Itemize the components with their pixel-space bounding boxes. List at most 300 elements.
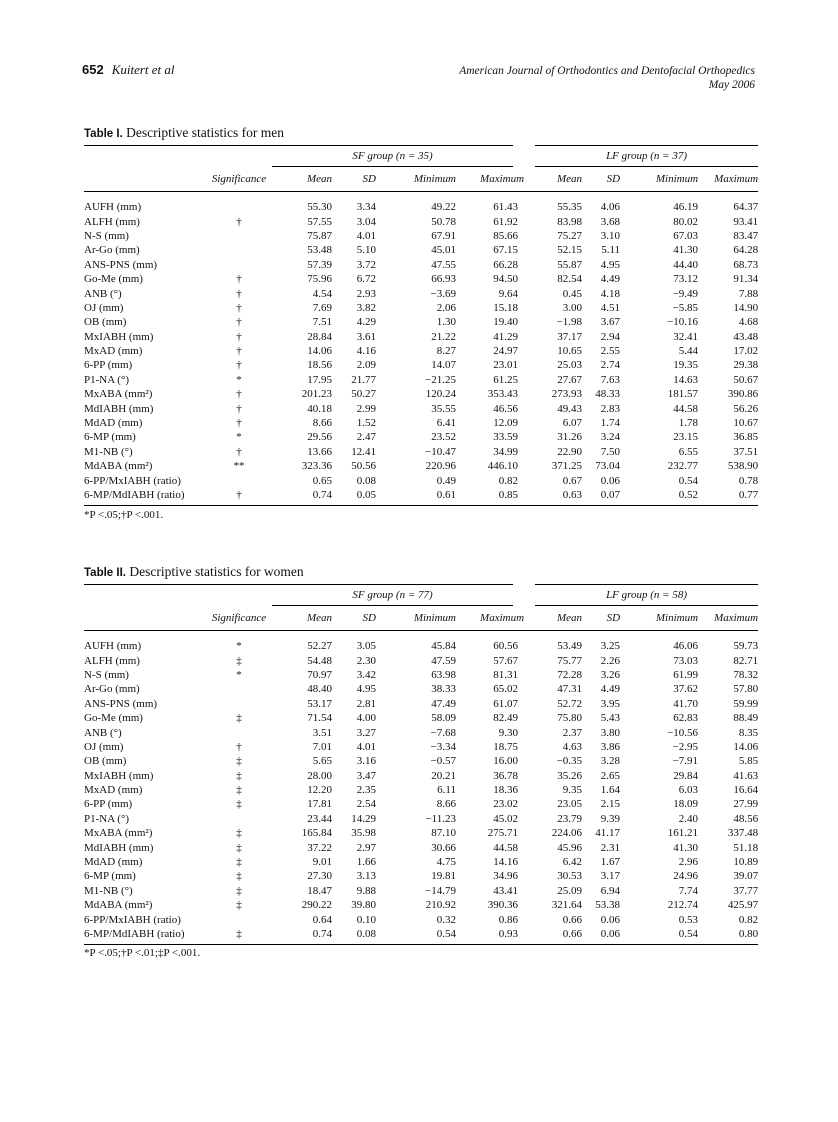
lf-sd-cell: 0.07 [582,488,620,506]
sf-minimum-cell: −10.47 [425,445,456,458]
lf-mean-cell: 10.65 [557,345,583,358]
significance-marker: † [236,388,242,401]
variable-name: M1-NB (°) [84,445,133,458]
sf-maximum-cell: 66.28 [493,258,519,271]
sf-sd-cell: 3.04 [356,215,376,228]
table2-caption: Descriptive statistics for women [129,564,304,579]
variable-name: MdABA (mm²) [84,460,153,473]
lf-maximum-cell: 93.41 [733,215,759,228]
lf-minimum-cell: −7.91 [672,755,699,768]
table-row [84,459,758,473]
lf-minimum-cell: 181.57 [667,388,699,401]
variable-name: ANB (°) [84,726,122,739]
lf-mean-cell: 27.67 [557,373,583,386]
sf-minimum-cell: −0.57 [430,755,456,768]
sf-maximum-cell: 19.40 [493,316,519,329]
lf-mean-cell: 321.64 [551,899,583,912]
lf-sd-cell: 3.26 [600,668,621,681]
significance-marker [206,912,272,926]
sf-maximum-cell: 41.29 [493,330,519,343]
table-row [84,754,758,768]
sf-mean-cell: 23.44 [307,812,332,825]
sf-maximum-cell: 94.50 [493,273,519,286]
lf-mean-cell: 371.25 [551,460,583,473]
lf-maximum-cell: 14.90 [733,301,759,314]
sf-maximum-cell: 43.41 [493,884,519,897]
sf-minimum-cell: 0.49 [436,474,456,487]
sf-maximum-cell: 44.58 [493,841,519,854]
variable-name: OB (mm) [84,755,127,768]
sf-mean-cell: 29.56 [307,431,332,444]
sf-sd-cell: 2.93 [356,287,376,300]
variable-name: MxAD (mm) [84,345,143,358]
sf-maximum-cell: 9.30 [498,726,519,739]
lf-minimum-cell: 5.44 [678,345,699,358]
lf-sd-cell: 4.51 [600,301,621,314]
table-row [84,473,758,487]
significance-marker: † [236,301,242,314]
sf-minimum-cell: 2.06 [436,301,456,314]
col-sf-mean: Mean [272,167,332,192]
sf-sd-cell: 50.27 [351,388,376,401]
lf-mean-cell: 25.03 [557,359,583,372]
lf-minimum-cell: 29.84 [673,769,699,782]
lf-minimum-cell: −10.16 [667,316,699,329]
significance-marker [206,697,272,711]
lf-sd-cell: 3.67 [600,316,621,329]
col-lf-sd: SD [582,606,620,631]
sf-maximum-cell: 15.18 [493,301,519,314]
sf-maximum-cell: 0.82 [498,474,519,487]
variable-name: MxIABH (mm) [84,330,154,343]
sf-mean-cell: 18.56 [307,359,332,372]
sf-maximum-cell: 85.66 [493,229,519,242]
variable-name: Go-Me (mm) [84,273,143,286]
sf-maximum-cell: 45.02 [493,812,519,825]
lf-maximum-cell: 0.80 [698,927,758,945]
sf-sd-cell: 3.16 [356,755,376,768]
sf-sd-cell: 0.10 [356,913,376,926]
lf-group-header: LF group (n = 37) [524,146,758,167]
sf-mean-cell: 71.54 [307,712,332,725]
lf-mean-cell: 23.79 [557,812,583,825]
lf-maximum-cell: 538.90 [727,460,759,473]
lf-mean-cell: 0.67 [562,474,583,487]
lf-mean-cell: 55.35 [557,201,583,214]
sf-maximum-cell: 18.75 [493,740,519,753]
sf-minimum-cell: 210.92 [425,899,456,912]
sf-minimum-cell: 47.55 [431,258,456,271]
variable-name: MdAD (mm) [84,417,143,430]
sf-mean-cell: 201.23 [301,388,332,401]
lf-maximum-cell: 5.85 [738,755,759,768]
variable-name: ALFH (mm) [84,654,140,667]
sf-sd-cell: 3.05 [356,640,376,653]
lf-maximum-cell: 59.99 [733,697,759,710]
lf-mean-cell: 0.66 [562,913,583,926]
lf-mean-cell: 3.00 [562,301,583,314]
sf-minimum-cell: 47.49 [431,697,456,710]
lf-sd-cell: 3.24 [600,431,621,444]
col-lf-minimum: Minimum [620,606,698,631]
table-row [84,912,758,926]
sf-mean-cell: 9.01 [312,856,332,869]
sf-maximum-cell: 34.99 [493,445,519,458]
lf-sd-cell: 2.26 [600,654,621,667]
lf-mean-cell: 4.63 [562,740,583,753]
sf-minimum-cell: 35.55 [431,402,456,415]
lf-maximum-cell: 83.47 [733,229,759,242]
variable-name: 6-PP (mm) [84,798,133,811]
sf-minimum-cell: 6.41 [436,417,456,430]
sf-mean-cell: 52.27 [307,640,332,653]
lf-minimum-cell: 32.41 [673,330,699,343]
sf-sd-cell: 6.72 [356,273,376,286]
sf-minimum-cell: 49.22 [431,201,456,214]
variable-name: MxABA (mm²) [84,388,153,401]
variable-name: M1-NB (°) [84,884,133,897]
table-row [84,301,758,315]
significance-marker: * [236,431,242,444]
sf-sd-cell: 3.61 [356,330,376,343]
sf-mean-cell: 37.22 [307,841,332,854]
variable-name: ANS-PNS (mm) [84,258,158,271]
significance-marker [206,812,272,826]
col-sf-sd: SD [332,167,376,192]
group-header-row [84,146,758,167]
sf-maximum-cell: 12.09 [493,417,519,430]
sf-minimum-cell: 63.98 [431,668,456,681]
significance-marker: ‡ [236,856,242,869]
lf-maximum-cell: 88.49 [733,712,759,725]
significance-marker: † [206,488,272,506]
sf-maximum-cell: 61.43 [493,201,519,214]
variable-name: 6-MP/MdIABH (ratio) [84,488,206,506]
variable-name: MdAD (mm) [84,856,143,869]
significance-marker: ** [233,460,245,473]
sf-sd-cell: 3.27 [356,726,376,739]
variable-name: MxIABH (mm) [84,769,154,782]
table-row [84,272,758,286]
table-row [84,840,758,854]
table1-caption: Descriptive statistics for men [126,125,284,140]
lf-minimum-cell: 232.77 [667,460,699,473]
sf-mean-cell: 12.20 [307,784,332,797]
lf-maximum-cell: 4.68 [738,316,759,329]
lf-minimum-cell: 2.40 [678,812,699,825]
lf-minimum-cell: 0.54 [620,927,698,945]
lf-sd-cell: 3.17 [600,870,621,883]
sf-minimum-cell: 1.30 [436,316,456,329]
lf-mean-cell: 0.66 [524,927,582,945]
sf-mean-cell: 0.64 [312,913,332,926]
sf-sd-cell: 39.80 [351,899,376,912]
sf-sd-cell: 2.54 [356,798,376,811]
lf-sd-cell: 2.55 [600,345,621,358]
lf-maximum-cell: 68.73 [733,258,759,271]
sf-minimum-cell: 20.21 [431,769,456,782]
lf-maximum-cell: 48.56 [733,812,759,825]
lf-minimum-cell: 6.55 [678,445,699,458]
lf-sd-cell: 1.74 [600,417,621,430]
sf-minimum-cell: 23.52 [431,431,456,444]
sf-minimum-cell: −3.69 [430,287,456,300]
lf-mean-cell: −0.35 [556,755,583,768]
lf-maximum-cell: 337.48 [727,827,759,840]
table-row [84,769,758,783]
sf-minimum-cell: −11.23 [425,812,456,825]
sf-sd-cell: 12.41 [351,445,376,458]
lf-maximum-cell: 10.67 [733,417,759,430]
variable-name: MdIABH (mm) [84,402,154,415]
table1-title [84,125,284,141]
running-header-left [82,62,175,78]
lf-maximum-cell: 82.71 [733,654,759,667]
page-number: 652 [82,62,104,77]
significance-marker: ‡ [206,927,272,945]
lf-minimum-cell: 0.52 [620,488,698,506]
sf-sd-cell: 3.42 [356,668,376,681]
lf-sd-cell: 2.15 [600,798,621,811]
lf-maximum-cell: 64.28 [733,244,759,257]
variable-name: AUFH (mm) [84,201,142,214]
significance-marker: † [236,215,242,228]
sf-minimum-cell: −7.68 [430,726,456,739]
variable-name: 6-PP (mm) [84,359,133,372]
variable-name: MxAD (mm) [84,784,143,797]
variable-name: N-S (mm) [84,229,129,242]
variable-name: 6-MP (mm) [84,870,136,883]
sf-maximum-cell: 16.00 [493,755,519,768]
table2 [84,584,758,945]
lf-minimum-cell: 41.30 [673,244,699,257]
lf-mean-cell: 0.45 [562,287,583,300]
lf-mean-cell: 55.87 [557,258,583,271]
lf-maximum-cell: 0.77 [698,488,758,506]
lf-mean-cell: 30.53 [557,870,583,883]
table-row [84,668,758,682]
sf-maximum-cell: 275.71 [487,827,519,840]
lf-sd-cell: 3.28 [600,755,621,768]
significance-marker [206,229,272,243]
sf-minimum-cell: 45.84 [431,640,456,653]
sf-mean-cell: 0.65 [312,474,332,487]
col-lf-mean: Mean [524,606,582,631]
sf-maximum-cell: 0.85 [456,488,524,506]
spacer-row [84,631,758,640]
lf-maximum-cell: 27.99 [733,798,759,811]
sf-sd-cell: 0.08 [332,927,376,945]
running-header-right [459,64,755,92]
significance-marker [206,725,272,739]
lf-sd-cell: 53.38 [595,899,621,912]
sf-maximum-cell: 0.93 [456,927,524,945]
sf-maximum-cell: 46.56 [493,402,519,415]
table-row [84,445,758,459]
lf-maximum-cell: 59.73 [733,640,759,653]
sf-mean-cell: 0.74 [272,488,332,506]
col-significance: Significance [206,606,272,631]
lf-minimum-cell: 67.03 [673,229,699,242]
sf-sd-cell: 5.10 [356,244,376,257]
sf-sd-cell: 2.81 [356,697,376,710]
table-row [84,855,758,869]
variable-name: ANS-PNS (mm) [84,697,158,710]
sf-sd-cell: 21.77 [351,373,376,386]
lf-minimum-cell: 0.53 [678,913,699,926]
lf-maximum-cell: 8.35 [738,726,759,739]
sf-maximum-cell: 446.10 [487,460,519,473]
sf-mean-cell: 53.17 [307,697,332,710]
table1-label: Table I. [84,128,123,140]
lf-mean-cell: 273.93 [551,388,583,401]
significance-marker: ‡ [236,654,242,667]
sf-maximum-cell: 33.59 [493,431,519,444]
variable-name: Ar-Go (mm) [84,244,140,257]
sf-maximum-cell: 57.67 [493,654,519,667]
sf-group-header: SF group (n = 35) [272,146,524,167]
sf-mean-cell: 290.22 [301,899,332,912]
sf-maximum-cell: 61.07 [493,697,519,710]
lf-minimum-cell: 46.06 [673,640,699,653]
sf-mean-cell: 57.39 [307,258,332,271]
sf-mean-cell: 75.87 [307,229,332,242]
sf-maximum-cell: 82.49 [493,712,519,725]
sf-maximum-cell: 23.02 [493,798,519,811]
sf-maximum-cell: 67.15 [493,244,519,257]
col-lf-minimum: Minimum [620,167,698,192]
sf-sd-cell: 4.01 [356,740,376,753]
lf-sd-cell: 3.95 [600,697,621,710]
lf-sd-cell: 0.06 [582,927,620,945]
table-row [84,927,758,945]
lf-maximum-cell: 37.77 [733,884,759,897]
sf-sd-cell: 3.47 [356,769,376,782]
table-row [84,682,758,696]
sf-maximum-cell: 65.02 [493,683,519,696]
sf-maximum-cell: 353.43 [487,388,519,401]
lf-sd-cell: 2.65 [600,769,621,782]
table-row [84,869,758,883]
table-row [84,725,758,739]
lf-mean-cell: 52.15 [557,244,583,257]
lf-maximum-cell: 78.32 [733,668,759,681]
sf-mean-cell: 18.47 [307,884,332,897]
variable-name: ANB (°) [84,287,122,300]
lf-maximum-cell: 390.86 [727,388,759,401]
lf-maximum-cell: 43.48 [733,330,759,343]
sf-minimum-cell: 120.24 [425,388,456,401]
lf-maximum-cell: 17.02 [733,345,759,358]
lf-minimum-cell: 80.02 [673,215,699,228]
lf-sd-cell: 3.68 [600,215,621,228]
table1 [84,145,758,506]
lf-sd-cell: 5.11 [601,244,621,257]
col-sf-minimum: Minimum [376,167,456,192]
sf-mean-cell: 17.95 [307,373,332,386]
lf-sd-cell: 9.39 [600,812,621,825]
lf-sd-cell: 4.49 [600,683,621,696]
significance-marker: † [236,330,242,343]
sf-sd-cell: 2.30 [356,654,376,667]
table-row [84,711,758,725]
lf-sd-cell: 7.63 [600,373,621,386]
col-sf-minimum: Minimum [376,606,456,631]
lf-sd-cell: 0.06 [600,913,621,926]
lf-mean-cell: 25.09 [557,884,583,897]
lf-minimum-cell: 73.12 [673,273,699,286]
significance-marker: ‡ [236,884,242,897]
significance-marker [206,258,272,272]
group-header-row [84,585,758,606]
sf-sd-cell: 3.13 [356,870,376,883]
sf-mean-cell: 53.48 [307,244,332,257]
significance-marker: ‡ [236,870,242,883]
sf-mean-cell: 3.51 [312,726,332,739]
variable-name: P1-NA (°) [84,812,130,825]
sf-sd-cell: 3.82 [356,301,376,314]
sf-minimum-cell: 6.11 [437,784,456,797]
sf-mean-cell: 13.66 [307,445,332,458]
sf-minimum-cell: 47.59 [431,654,456,667]
sf-maximum-cell: 390.36 [487,899,519,912]
lf-sd-cell: 2.83 [600,402,621,415]
table-row [84,430,758,444]
sf-minimum-cell: −3.34 [430,740,456,753]
significance-marker: ‡ [236,827,242,840]
lf-sd-cell: 4.95 [600,258,621,271]
lf-sd-cell: 4.06 [600,201,621,214]
lf-mean-cell: 75.80 [557,712,583,725]
sf-minimum-cell: 66.93 [431,273,456,286]
sf-maximum-cell: 14.16 [493,856,519,869]
variable-name: Go-Me (mm) [84,712,143,725]
sf-maximum-cell: 18.36 [493,784,519,797]
significance-marker: * [236,640,242,653]
table-row [84,200,758,214]
lf-mean-cell: 75.27 [557,229,583,242]
table-row [84,286,758,300]
lf-mean-cell: 52.72 [557,697,583,710]
significance-marker: † [236,345,242,358]
lf-minimum-cell: 0.54 [678,474,699,487]
lf-sd-cell: 7.50 [600,445,621,458]
significance-marker: ‡ [236,899,242,912]
spacer-row [84,192,758,201]
variable-name: 6-PP/MxIABH (ratio) [84,474,181,487]
sf-sd-cell: 1.66 [356,856,376,869]
lf-sd-cell: 4.18 [600,287,621,300]
table-row [84,214,758,228]
lf-minimum-cell: 14.63 [673,373,699,386]
lf-mean-cell: 0.63 [524,488,582,506]
sf-mean-cell: 323.36 [301,460,332,473]
sf-mean-cell: 48.40 [307,683,332,696]
lf-minimum-cell: 1.78 [678,417,699,430]
col-lf-sd: SD [582,167,620,192]
table2-label: Table II. [84,567,126,579]
sf-mean-cell: 5.65 [312,755,332,768]
sf-maximum-cell: 36.78 [493,769,519,782]
lf-minimum-cell: 61.99 [673,668,699,681]
lf-mean-cell: 35.26 [557,769,583,782]
running-authors: Kuitert et al [111,62,175,77]
sf-sd-cell: 2.99 [356,402,376,415]
sf-mean-cell: 7.69 [312,301,332,314]
significance-marker [206,473,272,487]
sf-minimum-cell: −14.79 [425,884,456,897]
sf-sd-cell: 3.34 [356,201,376,214]
